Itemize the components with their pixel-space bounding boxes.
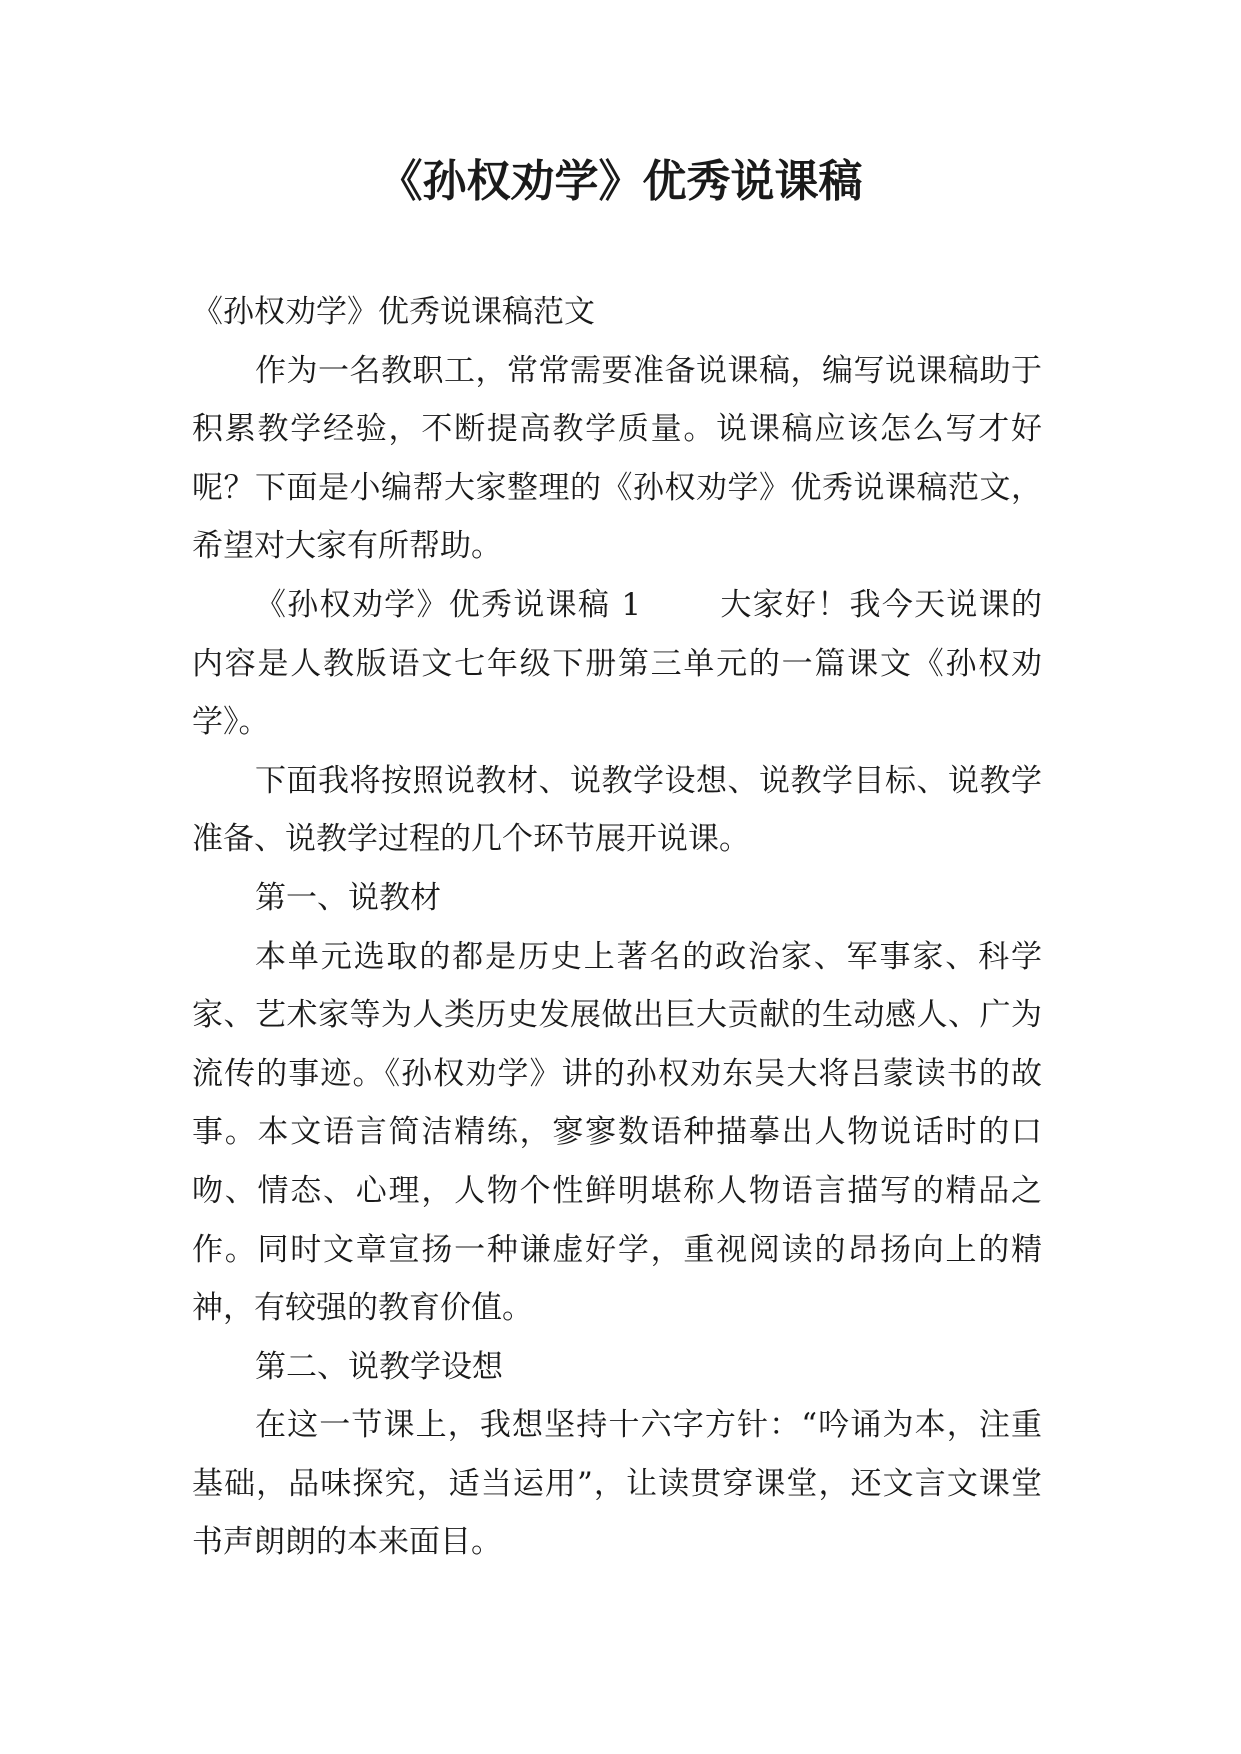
section-1-heading: 《孙权劝学》优秀说课稿 1 — [255, 586, 642, 623]
intro-paragraph: 作为一名教职工，常常需要准备说课稿，编写说课稿助于积累教学经验，不断提高教学质量。说课稿应该怎么写才好呢？下面是小编帮大家整理的《孙权劝学》优秀说课稿范文，希望对大家有所帮助。 — [192, 352, 1042, 565]
document-title: 《孙权劝学》优秀说课稿 — [378, 156, 863, 207]
teaching-idea-paragraph: 在这一节课上，我想坚持十六字方针：“吟诵为本，注重基础，品味探究，适当运用”，让读贯穿课堂，还文言文课堂书声朗朗的本来面目。 — [192, 1407, 1042, 1561]
subtitle: 《孙权劝学》优秀说课稿范文 — [192, 294, 595, 330]
section-1-paragraph — [192, 576, 1042, 752]
document-body — [192, 283, 1042, 1572]
plan-paragraph: 下面我将按照说教材、说教学设想、说教学目标、说教学准备、说教学过程的几个环节展开说课。 — [192, 762, 1042, 858]
heading-teaching-idea: 第二、说教学设想 — [255, 1348, 503, 1385]
heading-teaching-material: 第一、说教材 — [255, 879, 441, 916]
section-1-text: 大家好！我今天说课的内容是人教版语文七年级下册第三单元的一篇课文《孙权劝学》。 — [192, 586, 1043, 741]
teaching-material-paragraph: 本单元选取的都是历史上著名的政治家、军事家、科学家、艺术家等为人类历史发展做出巨大贡献的生动感人、广为流传的事迹。《孙权劝学》讲的孙权劝东吴大将吕蒙读书的故事。本文语言简洁精练，寥寥数语种描摹出人物说话时的口吻、情态、心理，人物个性鲜明堪称人物语言描写的精品之作。同时文章宣扬一种谦虚好学，重视阅读的昂扬向上的精神，有较强的教育价值。 — [192, 938, 1042, 1327]
